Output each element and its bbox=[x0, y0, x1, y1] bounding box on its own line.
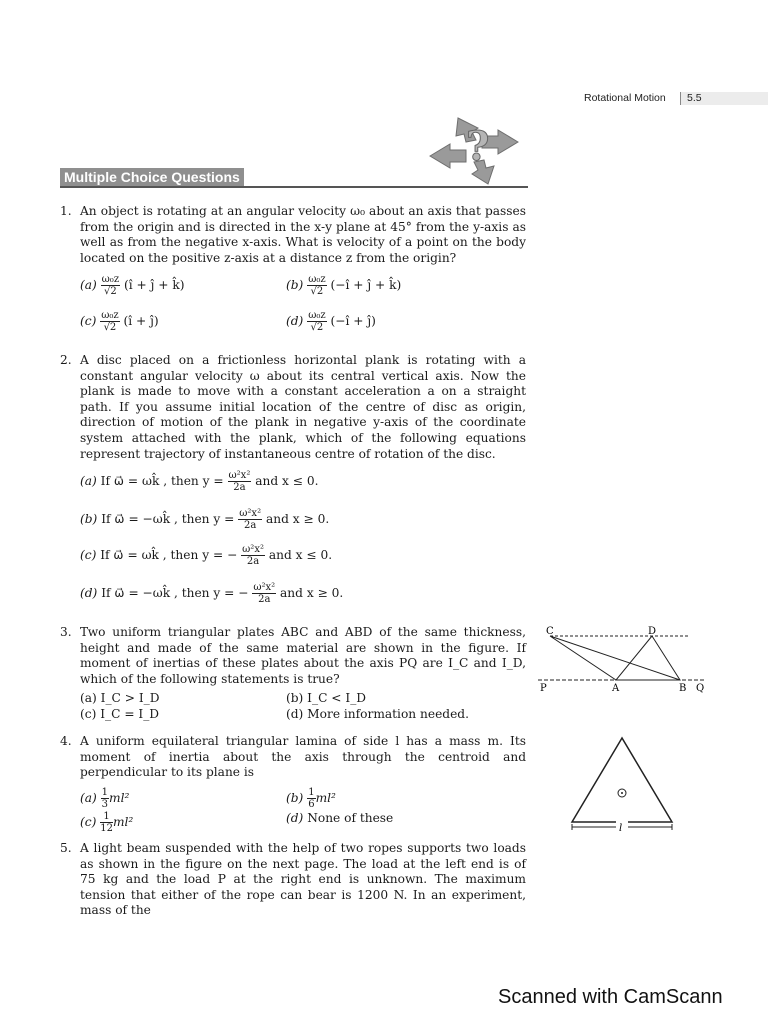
q2-a-den: 2a bbox=[233, 482, 246, 493]
q3-plate-abc bbox=[550, 636, 680, 680]
q4-option-c[interactable] bbox=[80, 811, 133, 834]
q2-a-cond: If ω⃗ = ωk̂ , then bbox=[100, 474, 199, 488]
q1-d-num: ω₀z bbox=[308, 310, 326, 321]
q2-c-tail: and x ≤ 0. bbox=[268, 548, 333, 562]
q2-option-c[interactable] bbox=[80, 544, 332, 567]
scanner-watermark: Scanned with CamScann bbox=[498, 986, 723, 1008]
q2-b-num: ω²x² bbox=[239, 508, 262, 519]
q4-a-expr: ml² bbox=[109, 791, 130, 805]
q4-b-label: (b) bbox=[286, 791, 304, 805]
q2-option-a[interactable] bbox=[80, 470, 318, 493]
q2-d-tail: and x ≥ 0. bbox=[280, 586, 344, 600]
q4-triangle bbox=[572, 738, 672, 822]
q4-option-b[interactable] bbox=[286, 787, 336, 810]
q3-option-d[interactable]: (d) More information needed. bbox=[286, 707, 469, 721]
question-5-number: 5. bbox=[60, 841, 72, 855]
q1-c-num: ω₀z bbox=[101, 310, 119, 321]
q4-b-num: 1 bbox=[308, 787, 315, 798]
q3-option-c[interactable]: (c) I_C = I_D bbox=[80, 707, 160, 721]
question-4-text: A uniform equilateral triangular lamina of side l has a mass m. Its moment of inertia about the axis through the centroid and perpendicular to its plane is bbox=[80, 734, 526, 780]
q1-d-vec: (−î + ĵ) bbox=[330, 314, 376, 328]
q4-c-num: 1 bbox=[100, 811, 113, 823]
q2-a-label: (a) bbox=[80, 474, 97, 488]
q2-a-num: ω²x² bbox=[228, 470, 251, 481]
q1-d-label: (d) bbox=[286, 314, 304, 328]
question-2-text: A disc placed on a frictionless horizontal plank is rotating with a constant angular velocity ω about its central vertical axis. Now the plank is made to move with a constant acceleration a on a straight path. If you assume initial location of the centre of disc as origin, direction of motion of the plank in negative y-axis of the coordinate system attached with the plank, which of the following equations represent trajectory of instantaneous centre of rotation of the disc. bbox=[80, 353, 526, 461]
q1-b-label: (b) bbox=[286, 278, 304, 292]
q1-c-label: (c) bbox=[80, 314, 97, 328]
page-number: 5.5 bbox=[680, 92, 768, 105]
q4-d-text: None of these bbox=[307, 811, 394, 825]
q4-centroid-dot bbox=[621, 792, 623, 794]
q3-label-a: A bbox=[612, 683, 620, 694]
q1-b-num: ω₀z bbox=[308, 274, 326, 285]
q2-b-label: (b) bbox=[80, 512, 98, 526]
q4-equilateral-triangle-figure bbox=[560, 732, 694, 838]
q3-label-q: Q bbox=[696, 683, 705, 694]
q1-a-label: (a) bbox=[80, 278, 97, 292]
q4-d-label: (d) bbox=[286, 811, 304, 825]
q4-b-expr: ml² bbox=[315, 791, 336, 805]
q2-d-den: 2a bbox=[258, 594, 271, 605]
q2-c-label: (c) bbox=[80, 548, 97, 562]
q1-c-den: √2 bbox=[103, 322, 117, 333]
q3-plate-abd bbox=[616, 636, 680, 680]
running-header bbox=[584, 92, 768, 106]
q1-option-b[interactable] bbox=[286, 274, 401, 297]
q2-d-label: (d) bbox=[80, 586, 98, 600]
q2-option-b[interactable] bbox=[80, 508, 329, 531]
q2-c-cond: If ω⃗ = ωk̂ , then bbox=[100, 548, 199, 562]
question-3-text: Two uniform triangular plates ABC and ABD of the same thickness, height and made of the same material are shown in the figure. If moment of inertias of these plates about the axis PQ are I_C and I_D, which of the following statements is true? bbox=[80, 625, 526, 686]
q3-label-b: B bbox=[679, 683, 687, 694]
q1-a-num: ω₀z bbox=[101, 274, 120, 285]
section-title: Rotational Motion bbox=[584, 92, 666, 104]
q4-a-num: 1 bbox=[101, 787, 109, 798]
q2-b-den: 2a bbox=[244, 520, 257, 531]
question-5-text: A light beam suspended with the help of two ropes supports two loads as shown in the figure on the next page. The load at the left end is of 75 kg and the load P at the right end is unknown. The maximum tension that either of the rope can bear is 1200 N. In an experiment, mass of the bbox=[80, 841, 526, 918]
q4-c-expr: ml² bbox=[112, 815, 134, 829]
q4-c-label: (c) bbox=[80, 815, 97, 829]
q1-a-den: √2 bbox=[104, 286, 117, 297]
question-arrows-icon bbox=[428, 112, 520, 186]
q1-c-vec: (î + ĵ) bbox=[123, 314, 159, 328]
banner-rule bbox=[60, 186, 528, 188]
q4-b-den: 6 bbox=[308, 799, 315, 810]
q4-c-den: 12 bbox=[100, 823, 113, 834]
q2-option-d[interactable] bbox=[80, 582, 343, 605]
q2-a-lhs: y = bbox=[202, 474, 224, 488]
q4-a-den: 3 bbox=[101, 799, 109, 810]
svg-text:?: ? bbox=[466, 123, 490, 170]
q3-label-d: D bbox=[648, 626, 657, 637]
q2-b-lhs: y = bbox=[213, 512, 235, 526]
q1-option-c[interactable] bbox=[80, 310, 159, 333]
q1-d-den: √2 bbox=[310, 322, 324, 333]
q4-a-label: (a) bbox=[80, 791, 97, 805]
q1-option-d[interactable] bbox=[286, 310, 376, 333]
section-banner: Multiple Choice Questions bbox=[60, 168, 244, 186]
question-4-number: 4. bbox=[60, 734, 72, 748]
q3-label-c: C bbox=[546, 626, 554, 637]
q1-a-vec: (î + ĵ + k̂) bbox=[123, 278, 185, 292]
q4-option-a[interactable] bbox=[80, 787, 129, 810]
q2-d-lhs: y = − bbox=[213, 586, 249, 600]
q1-b-vec: (−î + ĵ + k̂) bbox=[330, 278, 402, 292]
q1-option-a[interactable] bbox=[80, 274, 184, 297]
q3-triangle-plates-figure bbox=[536, 624, 716, 694]
question-3-number: 3. bbox=[60, 625, 72, 639]
q2-b-cond: If ω⃗ = −ωk̂ , then bbox=[101, 512, 210, 526]
q1-b-den: √2 bbox=[310, 286, 324, 297]
q4-side-label: l bbox=[619, 823, 623, 834]
q2-b-tail: and x ≥ 0. bbox=[265, 512, 330, 526]
q4-option-d[interactable] bbox=[286, 811, 393, 826]
q2-c-num: ω²x² bbox=[242, 544, 264, 555]
q2-a-tail: and x ≤ 0. bbox=[255, 474, 319, 488]
q2-c-den: 2a bbox=[246, 556, 260, 567]
q2-d-cond: If ω⃗ = −ωk̂ , then bbox=[101, 586, 210, 600]
q2-c-lhs: y = − bbox=[202, 548, 238, 562]
q2-d-num: ω²x² bbox=[253, 582, 276, 593]
question-1-text: An object is rotating at an angular velocity ω₀ about an axis that passes from the origin and is directed in the x-y plane at 45° from the y-axis as well as from the negative x-axis. What is velocity of a point on the body located on the positive z-axis at a distance z from the origin? bbox=[80, 204, 526, 265]
q3-option-b[interactable]: (b) I_C < I_D bbox=[286, 691, 367, 705]
q3-option-a[interactable]: (a) I_C > I_D bbox=[80, 691, 160, 705]
question-1-number: 1. bbox=[60, 204, 72, 218]
q3-label-p: P bbox=[540, 683, 547, 694]
question-2-number: 2. bbox=[60, 353, 72, 367]
